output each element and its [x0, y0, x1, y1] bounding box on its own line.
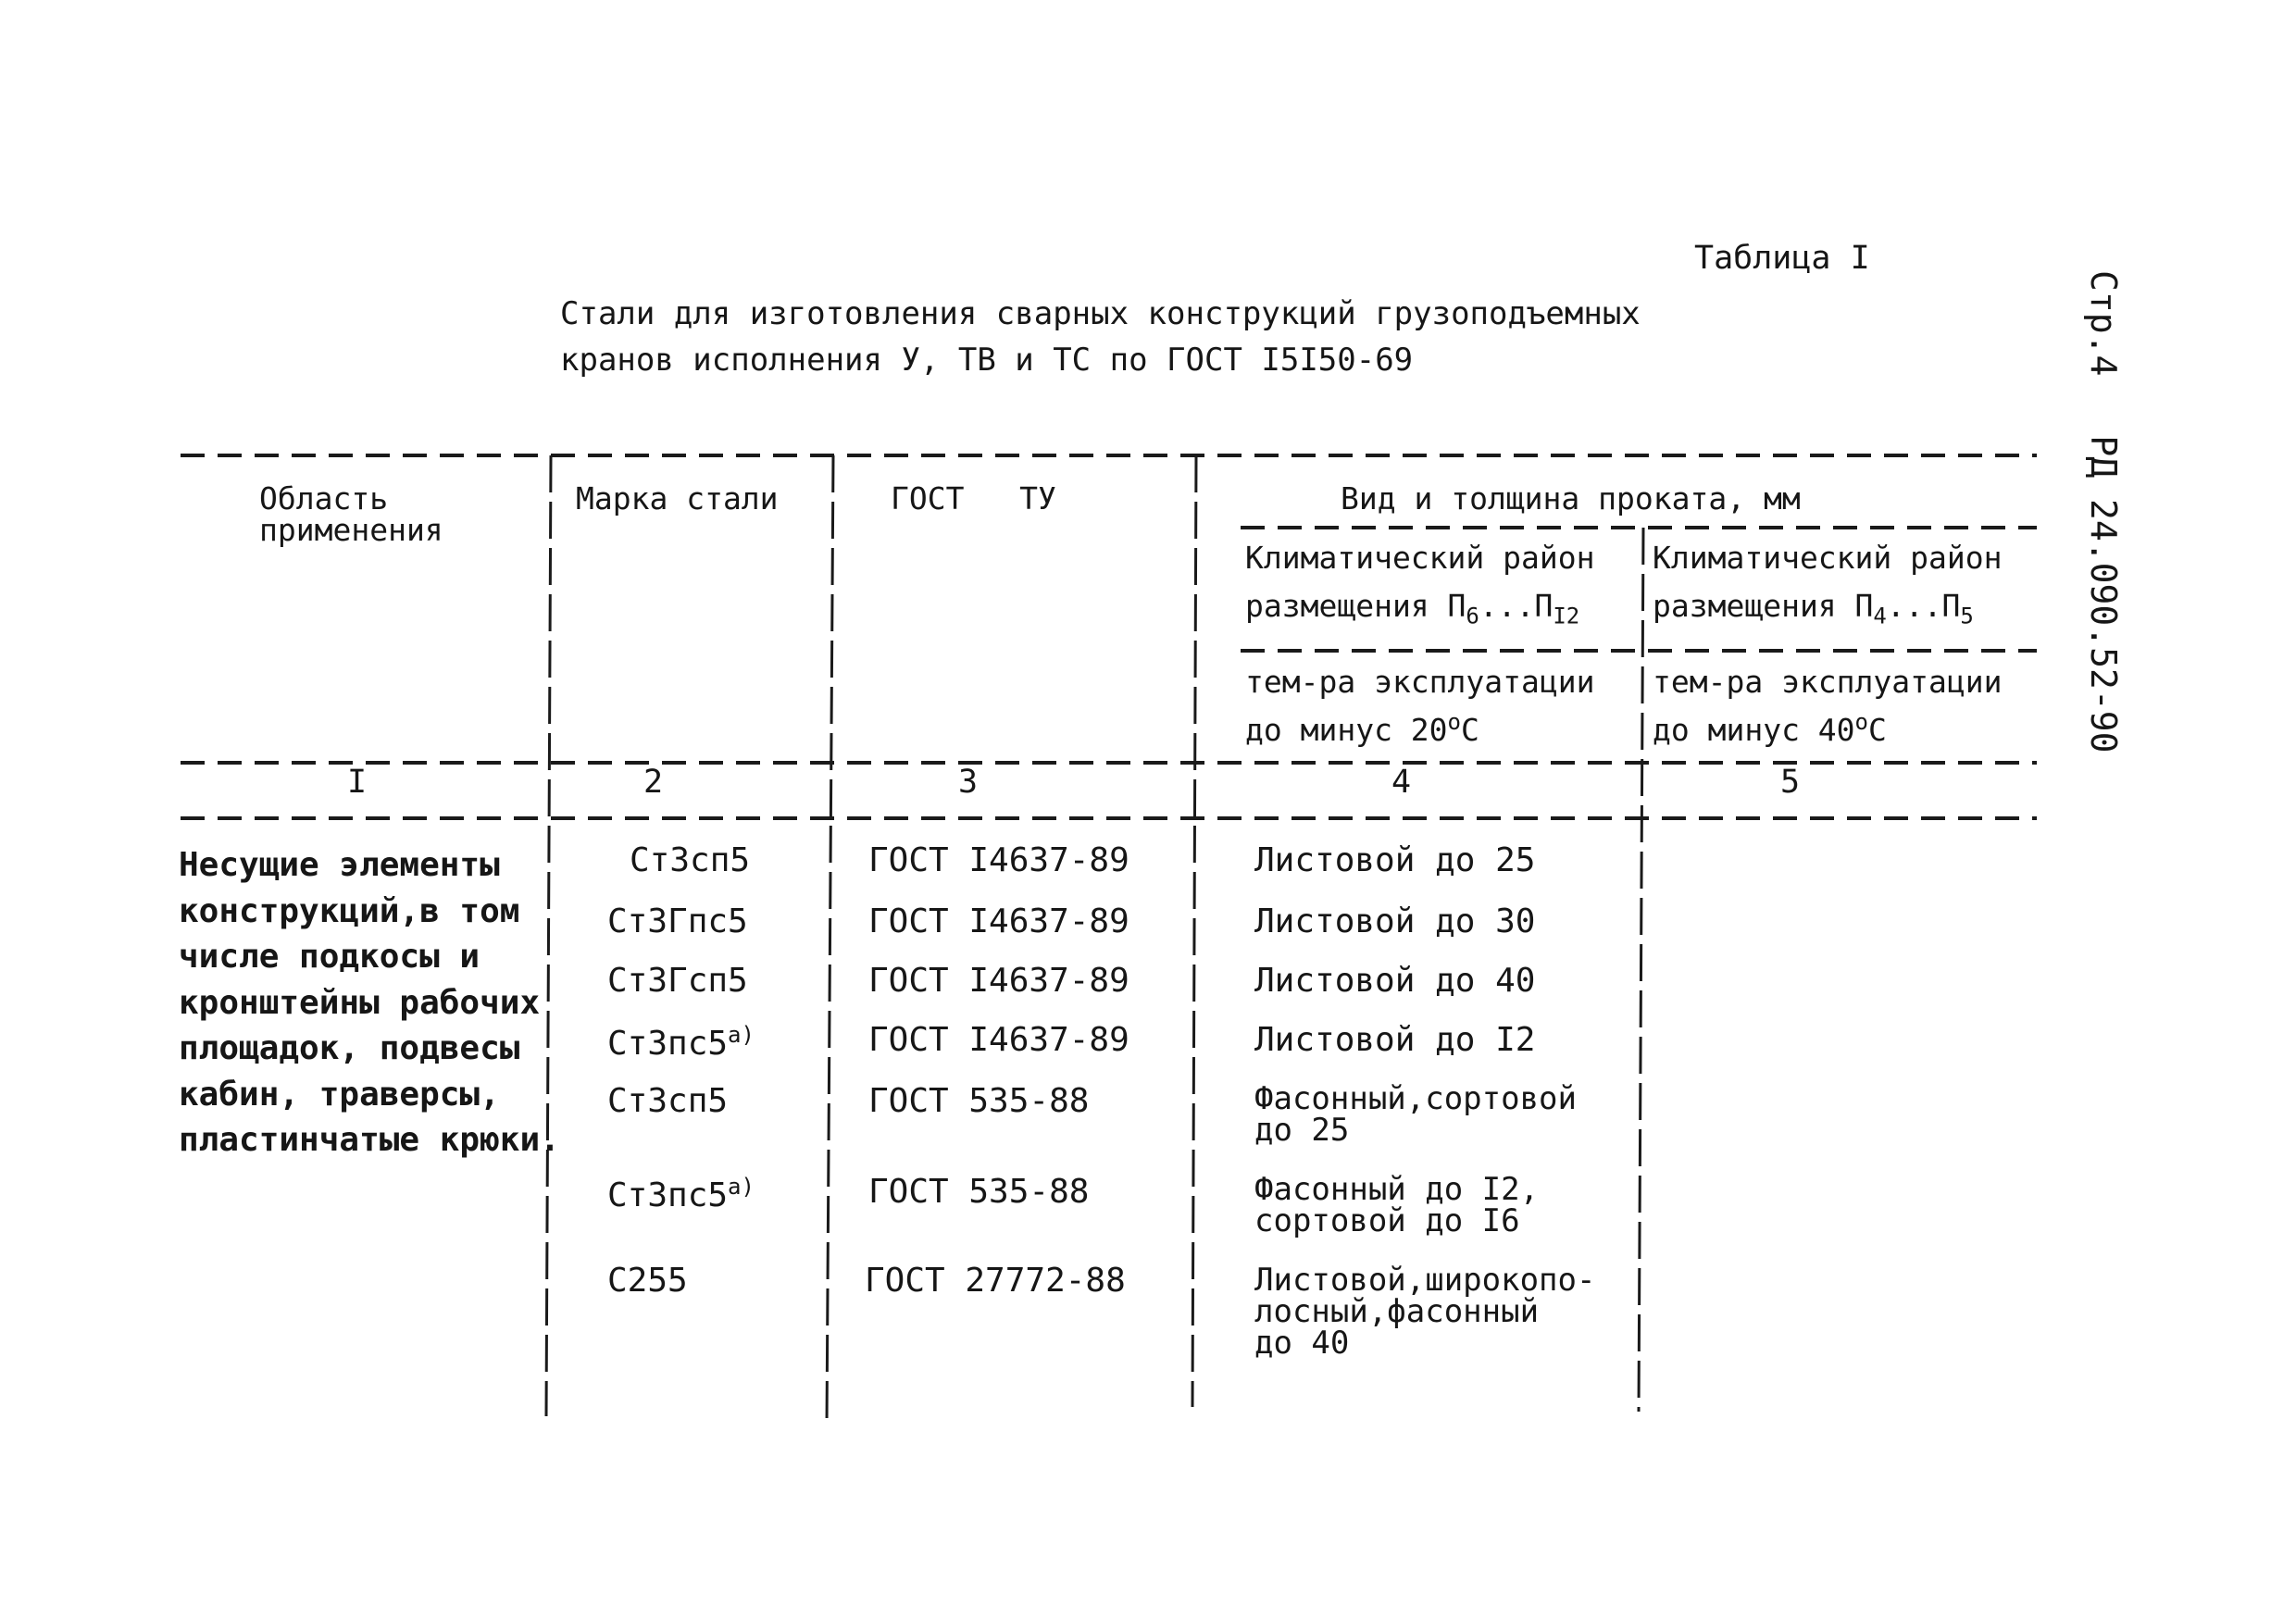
area-text [179, 842, 560, 1164]
row-4-standard: ГОСТ I4637-89 [868, 1021, 1129, 1059]
col-number-4: 4 [1391, 764, 1412, 801]
header-standard: ГОСТ ТУ [891, 480, 1056, 517]
header-climate-a-line2: размещения $П_6...П_{I2}$ [1245, 588, 1580, 629]
col-number-5: 5 [1780, 764, 1801, 801]
header-temp-a-line1: тем-ра эксплуатации [1245, 664, 1595, 700]
header-temp-b-line2: до минус 40$^o$С [1653, 709, 1887, 748]
header-climate-b-line1: Климатический район [1653, 540, 2003, 576]
area-line: числе подкосы и [179, 938, 480, 976]
row-3-grade: Ст3Гсп5 [607, 962, 748, 1000]
header-climate-a-line1: Климатический район [1245, 540, 1595, 576]
row-2-standard: ГОСТ I4637-89 [868, 902, 1129, 940]
row-2-rolled: Листовой до 30 [1254, 902, 1536, 940]
row-6-standard: ГОСТ 535-88 [868, 1173, 1090, 1211]
side-header [2083, 270, 2124, 753]
row-7-rolled [1254, 1262, 1596, 1362]
header-rolled: Вид и толщина проката, мм [1341, 480, 1801, 517]
row-6-grade: $Ст3пс5^{а)}$ [607, 1174, 755, 1214]
vrule-4 [1639, 528, 1643, 1412]
area-line: конструкций,в том [179, 891, 520, 930]
row-7-grade: С255 [607, 1262, 688, 1300]
row-3-rolled: Листовой до 40 [1254, 962, 1536, 1000]
page-number: Стр.4 [2083, 270, 2124, 377]
caption-line-1: Стали для изготовления сварных конструкций грузоподъемных [560, 295, 1641, 332]
rolled-line: Фасонный,сортовой [1254, 1080, 1577, 1117]
header-grade: Марка стали [576, 480, 779, 517]
row-4-rolled: Листовой до I2 [1254, 1021, 1536, 1059]
row-7-standard: ГОСТ 27772-88 [865, 1262, 1126, 1300]
vrule-3 [1192, 455, 1196, 1407]
area-line: пластинчатые крюки. [179, 1121, 560, 1159]
rolled-line: Листовой,широкопо- [1254, 1262, 1596, 1299]
rolled-line: до 40 [1254, 1325, 1350, 1362]
row-1-rolled: Листовой до 25 [1254, 841, 1536, 879]
row-6-rolled [1254, 1171, 1540, 1239]
header-temp-b-line1: тем-ра эксплуатации [1653, 664, 2003, 700]
row-2-grade: Ст3Гпс5 [607, 902, 748, 940]
rolled-line: сортовой до I6 [1254, 1202, 1520, 1239]
col-number-2: 2 [643, 764, 664, 801]
footnote-mark: а) [728, 1022, 755, 1048]
area-line: площадок, подвесы [179, 1029, 520, 1067]
area-line: Несущие элементы [179, 846, 500, 884]
rolled-line: до 25 [1254, 1112, 1350, 1149]
table-label: Таблица I [1694, 240, 1870, 277]
footnote-mark: а) [728, 1174, 755, 1200]
area-line: кабин, траверсы, [179, 1075, 500, 1114]
row-4-grade: $Ст3пс5^{а)}$ [607, 1022, 755, 1063]
vrule-2 [827, 455, 833, 1425]
row-5-standard: ГОСТ 535-88 [868, 1082, 1090, 1120]
col-number-1: I [347, 764, 368, 801]
row-1-grade: Ст3сп5 [630, 841, 751, 879]
area-line: кронштейны рабочих [179, 983, 541, 1022]
row-3-standard: ГОСТ I4637-89 [868, 962, 1129, 1000]
rolled-line: Фасонный до I2, [1254, 1171, 1540, 1208]
header-temp-a-line2: до минус 20$^o$С [1245, 709, 1479, 748]
document-code: РД 24.090.52-90 [2083, 435, 2124, 753]
header-area: Область применения [259, 480, 443, 548]
header-climate-b-line2: размещения $П_4...П_5$ [1653, 588, 1974, 629]
row-5-grade: Ст3сп5 [607, 1082, 729, 1120]
rolled-line: лосный,фасонный [1254, 1293, 1540, 1330]
col-number-3: 3 [958, 764, 979, 801]
row-1-standard: ГОСТ I4637-89 [868, 841, 1129, 879]
row-5-rolled [1254, 1080, 1577, 1149]
caption-line-2: кранов исполнения У, ТВ и ТС по ГОСТ I5I50-69 [560, 342, 1414, 379]
